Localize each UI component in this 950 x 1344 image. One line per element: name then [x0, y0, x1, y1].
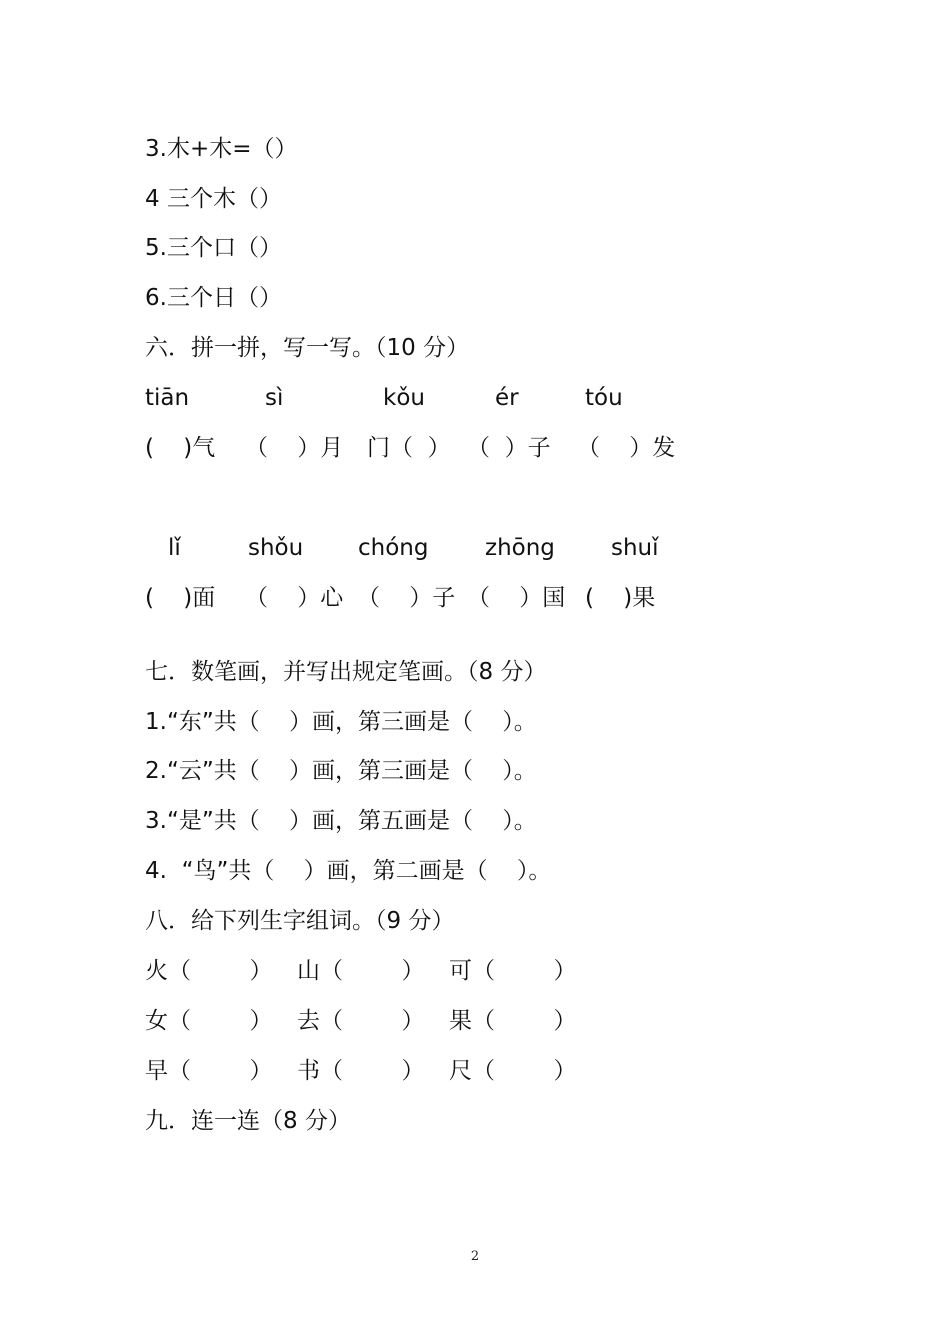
fill-blank: 门（ ） [367, 435, 451, 461]
fill-blank: （ ）国 [467, 585, 566, 611]
pinyin: kǒu [383, 385, 425, 411]
pinyin: lǐ [168, 535, 181, 561]
pinyin: chóng [358, 535, 429, 561]
fill-blank: ( )面 [145, 585, 216, 611]
section5-item: 6.三个日（） [145, 285, 282, 311]
word-blank: 果（ ） [449, 1008, 577, 1034]
fill-blank: （ ）心 [245, 585, 344, 611]
section8-heading: 八．给下列生字组词。（9 分） [145, 908, 455, 934]
stroke-question: 1.“东”共（ ）画，第三画是（ ）。 [145, 709, 537, 735]
fill-blank: ( )果 [585, 585, 656, 611]
pinyin-row-1 [0, 383, 950, 413]
pinyin: shǒu [248, 535, 304, 561]
word-row [0, 956, 950, 986]
pinyin: zhōng [485, 535, 555, 561]
pinyin: tóu [585, 385, 623, 411]
word-blank: 火（ ） [145, 958, 273, 984]
section7-heading: 七．数笔画，并写出规定笔画。（8 分） [145, 659, 547, 685]
word-blank: 山（ ） [297, 958, 425, 984]
pinyin: ér [495, 385, 519, 411]
fill-blank: ( )气 [145, 435, 216, 461]
word-blank: 书（ ） [297, 1058, 425, 1084]
stroke-question: 3.“是”共（ ）画，第五画是（ ）。 [145, 808, 537, 834]
pinyin-row-2 [0, 533, 950, 563]
stroke-question: 4. “鸟”共（ ）画，第二画是（ ）。 [145, 858, 552, 884]
word-blank: 去（ ） [297, 1008, 425, 1034]
char-row-2 [0, 583, 950, 613]
char-row-1 [0, 433, 950, 463]
pinyin: shuǐ [611, 535, 659, 561]
fill-blank: （ ）发 [577, 435, 676, 461]
stroke-question: 2.“云”共（ ）画，第三画是（ ）。 [145, 758, 537, 784]
fill-blank: （ ）子 [467, 435, 551, 461]
section9-heading: 九．连一连（8 分） [145, 1108, 351, 1134]
word-row [0, 1056, 950, 1086]
word-blank: 早（ ） [145, 1058, 273, 1084]
word-blank: 尺（ ） [449, 1058, 577, 1084]
fill-blank: （ ）子 [357, 585, 456, 611]
word-row [0, 1006, 950, 1036]
word-blank: 可（ ） [449, 958, 577, 984]
section5-item: 3.木+木=（） [145, 136, 298, 162]
section5-item: 5.三个口（） [145, 235, 282, 261]
word-blank: 女（ ） [145, 1008, 273, 1034]
fill-blank: （ ）月 [245, 435, 344, 461]
section5-item: 4 三个木（） [145, 186, 282, 212]
pinyin: sì [265, 385, 284, 411]
section6-heading: 六．拼一拼，写一写。（10 分） [145, 335, 470, 361]
pinyin: tiān [145, 385, 190, 411]
page-number: 2 [470, 1249, 480, 1264]
